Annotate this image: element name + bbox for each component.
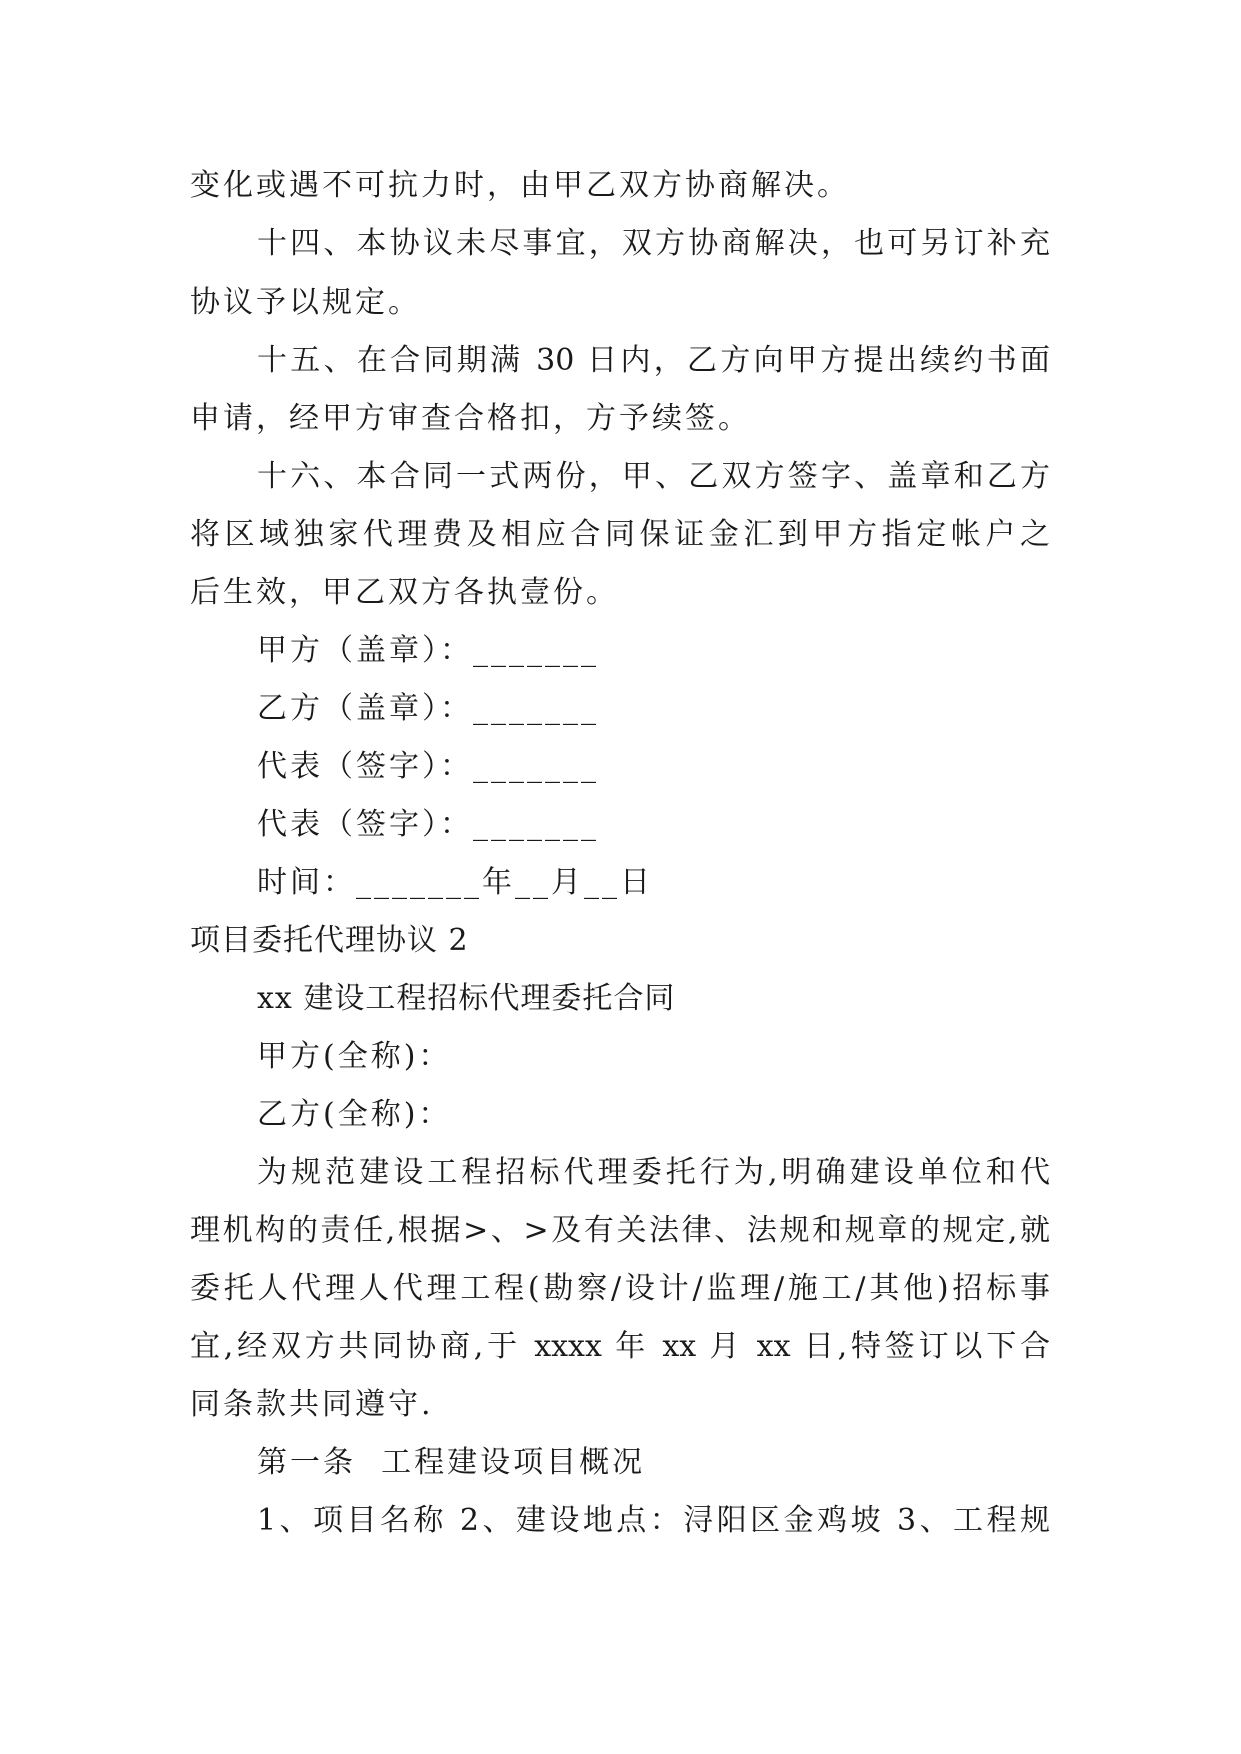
signature-line-party-b: 乙方（盖章）：_______ [257,691,599,726]
signature-line-representative: 代表（签字）：_______ [257,807,599,842]
text-line: 协议予以规定。 [190,285,421,320]
signature-line-representative: 代表（签字）：_______ [257,749,599,784]
text-line: 十四、本协议未尽事宜，双方协商解决，也可另订补充 [257,226,1050,261]
text-line: 理机构的责任,根据>、>及有关法律、法规和规章的规定,就 [190,1213,1050,1248]
article-heading: 第一条 工程建设项目概况 [257,1445,646,1480]
signature-line-party-a: 甲方（盖章）：_______ [257,633,599,668]
contract-title: xx 建设工程招标代理委托合同 [257,981,676,1016]
text-line: 后生效，甲乙双方各执壹份。 [190,575,619,610]
text-line: 1、项目名称 2、建设地点：浔阳区金鸡坡 3、工程规 [257,1503,1050,1538]
text-line: 十六、本合同一式两份，甲、乙双方签字、盖章和乙方 [257,459,1050,494]
text-line: 乙方(全称)： [257,1097,452,1132]
text-line: 宜,经双方共同协商,于 xxxx 年 xx 月 xx 日,特签订以下合 [190,1329,1050,1364]
text-line: 甲方(全称)： [257,1039,452,1074]
text-line: 将区域独家代理费及相应合同保证金汇到甲方指定帐户之 [190,517,1050,552]
text-line: 为规范建设工程招标代理委托行为,明确建设单位和代 [257,1155,1050,1190]
section-heading: 项目委托代理协议 2 [190,923,469,958]
date-line: 时间：_______年__月__日 [257,865,653,900]
text-line: 同条款共同遵守. [190,1387,434,1422]
text-line: 变化或遇不可抗力时，由甲乙双方协商解决。 [190,168,850,203]
text-line: 申请，经甲方审查合格扣，方予续签。 [190,401,751,436]
text-line: 委托人代理人代理工程(勘察/设计/监理/施工/其他)招标事 [190,1271,1050,1306]
text-line: 十五、在合同期满 30 日内，乙方向甲方提出续约书面 [257,343,1050,378]
